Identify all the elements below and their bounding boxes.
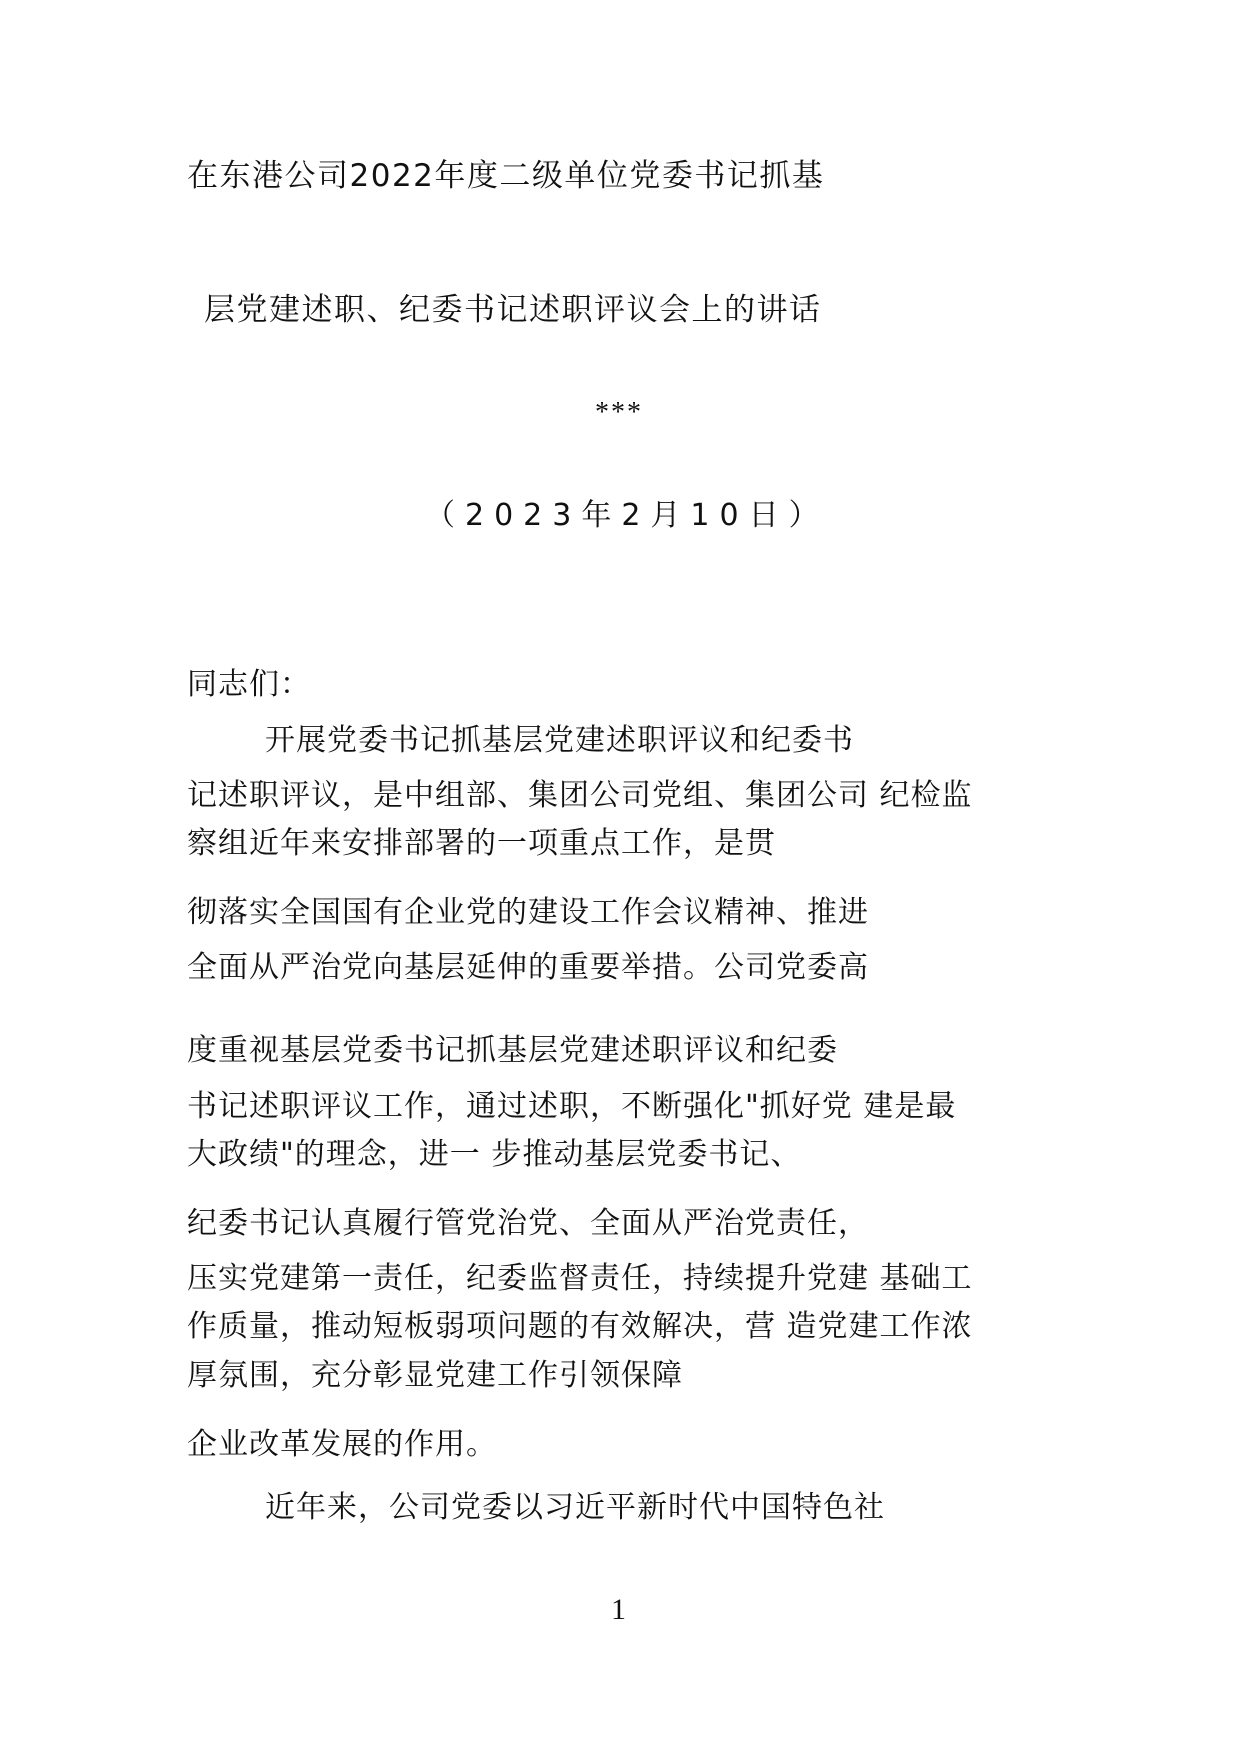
body-line: 书记述职评议工作，通过述职，不断强化"抓好党 建是最 (187, 1089, 957, 1124)
title-line-1: 在东港公司2022年度二级单位党委书记抓基 (187, 158, 825, 194)
body-line: 记述职评议，是中组部、集团公司党组、集团公司 纪检监 (187, 778, 973, 813)
body-line: 厚氛围，充分彰显党建工作引领保障 (187, 1358, 683, 1393)
body-line: 压实党建第一责任，纪委监督责任，持续提升党建 基础工 (187, 1261, 973, 1296)
body-line: 彻落实全国国有企业党的建设工作会议精神、推进 (187, 895, 869, 930)
body-line: 近年来，公司党委以习近平新时代中国特色社 (265, 1490, 885, 1525)
body-line: 开展党委书记抓基层党建述职评议和纪委书 (265, 723, 854, 758)
body-line: 察组近年来安排部署的一项重点工作，是贯 (187, 826, 776, 861)
salutation: 同志们： (187, 667, 311, 702)
body-line: 企业改革发展的作用。 (187, 1427, 497, 1462)
body-line: 全面从严治党向基层延伸的重要举措。公司党委高 (187, 950, 869, 985)
speech-date: （2023年2月10日） (425, 498, 829, 533)
title-line-2: 层党建述职、纪委书记述职评议会上的讲话 (204, 292, 822, 328)
body-line: 度重视基层党委书记抓基层党建述职评议和纪委 (187, 1033, 838, 1068)
body-line: 作质量，推动短板弱项问题的有效解决，营 造党建工作浓 (187, 1309, 973, 1344)
page-number: 1 (611, 1593, 626, 1626)
author-name: *** (595, 397, 643, 428)
body-line: 纪委书记认真履行管党治党、全面从严治党责任， (187, 1206, 869, 1241)
body-line: 大政绩"的理念，进一 步推动基层党委书记、 (187, 1137, 802, 1172)
